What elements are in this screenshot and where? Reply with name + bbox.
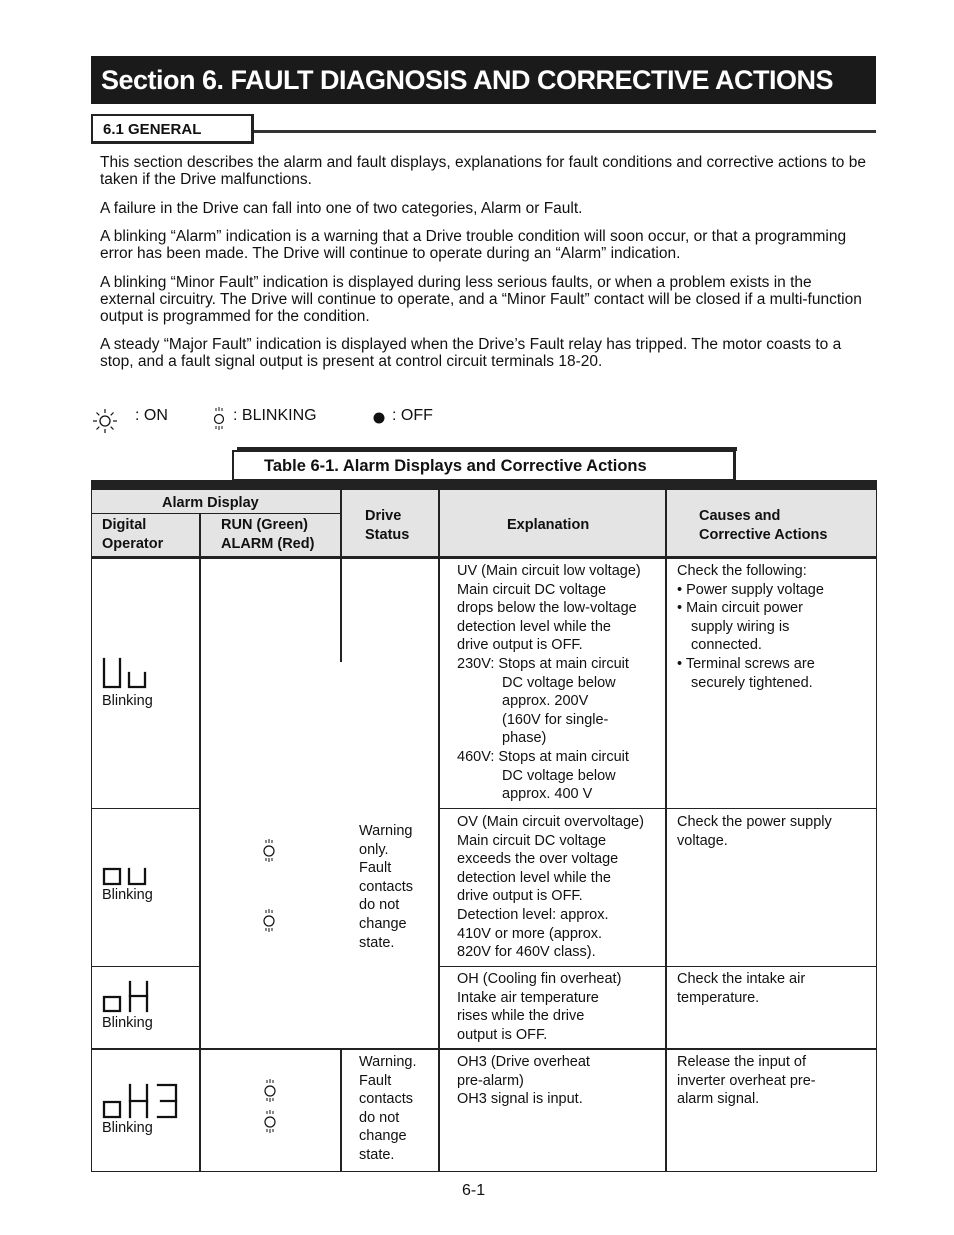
row-divider-2b [438, 966, 876, 967]
subsection-title: 6.1 GENERAL [91, 114, 254, 144]
cell-line: UV (Main circuit low voltage) [457, 563, 641, 579]
drive-status-line: state. [359, 934, 395, 951]
header-drive: Drive [365, 508, 402, 524]
led-blinking-icon [212, 407, 226, 436]
header-bottom-rule [92, 556, 876, 559]
cell-line: Check the intake air [677, 971, 806, 987]
display-state-ou: Blinking [102, 887, 153, 903]
cell-line: inverter overheat pre- [677, 1072, 816, 1089]
header-run-green: RUN (Green) [221, 517, 309, 533]
row-divider-1a [92, 808, 200, 809]
paragraph-major-fault: A steady “Major Fault” indication is displayed when the Drive’s Fault relay has tripped. The motor coasts to a stop, and a fault signal output is present at control circuit terminals 18-20. [100, 336, 842, 370]
display-state-oh3: Blinking [102, 1120, 153, 1136]
col-divider-3 [438, 490, 440, 1171]
cell-line: Intake air temperature [457, 989, 599, 1006]
cell-line: output is OFF. [457, 1026, 548, 1043]
cell-line: drive output is OFF. [457, 637, 583, 654]
display-state-oh: Blinking [102, 1015, 153, 1031]
cell-line: approx. 400 V [502, 786, 593, 803]
paragraph-alarm: A blinking “Alarm” indication is a warning that a Drive trouble condition will soon occur, or that a programming error has been made. The Drive will continue to operate during an “Alarm” indication. [100, 228, 847, 262]
header-causes: Causes and [699, 508, 781, 524]
cell-line: OH3 (Drive overheat [457, 1054, 590, 1070]
paragraph-minor-fault: A blinking “Minor Fault” indication is displayed during less serious faults, or when a problem exists in the external circuitry. The Drive will continue to operate, and a “Minor Fault” contact will be closed if a multi-function output is programmed for the condition. [100, 274, 862, 325]
cell-line: 410V or more (approx. [457, 925, 603, 942]
legend-on-label: : ON [135, 407, 168, 424]
cell-line: rises while the drive [457, 1008, 585, 1025]
col-divider-4 [665, 490, 667, 1171]
lcd-display-ou [101, 866, 153, 886]
cell-line: Check the following: [677, 563, 807, 579]
explanation-ou [457, 813, 662, 962]
col-divider-2a [340, 490, 342, 662]
cell-line: OH3 signal is input. [457, 1091, 583, 1108]
cell-line: alarm signal. [677, 1091, 760, 1108]
run-led-blinking-icon [262, 839, 276, 868]
cell-line: Main circuit DC voltage [457, 581, 607, 598]
cell-line: supply wiring is [691, 618, 790, 635]
causes-oh [677, 970, 872, 1007]
cell-line: phase) [502, 730, 547, 747]
cell-line: 820V for 460V class). [457, 944, 596, 961]
cell-line: Main circuit DC voltage [457, 832, 607, 849]
subsection-rule [252, 130, 876, 133]
cell-line: • Power supply voltage [677, 581, 824, 598]
drive-status-line: Warning [359, 823, 413, 839]
cell-line: 230V: Stops at main circuit [457, 655, 629, 672]
alarm-led-blinking-icon [262, 909, 276, 938]
row-divider-1b [438, 808, 876, 809]
section-title: Section 6. FAULT DIAGNOSIS AND CORRECTIVE ACTIONS [91, 56, 876, 104]
header-divider [92, 513, 340, 514]
drive-status-line: do not [359, 897, 400, 914]
explanation-oh [457, 970, 662, 1044]
cell-line: Check the power supply [677, 814, 832, 830]
causes-uu [677, 562, 872, 692]
lcd-display-uu [101, 657, 153, 689]
cell-line: temperature. [677, 989, 760, 1006]
drive-status-line: change [359, 1128, 407, 1145]
alarm-led-blinking-icon-oh3 [263, 1110, 277, 1139]
drive-status-line: change [359, 915, 407, 932]
drive-status-line: Warning. [359, 1054, 417, 1070]
cell-line: DC voltage below [502, 674, 616, 691]
table-top-bar [91, 480, 877, 490]
display-state-uu: Blinking [102, 693, 153, 709]
drive-status-line: state. [359, 1146, 395, 1163]
paragraph-categories: A failure in the Drive can fall into one of two categories, Alarm or Fault. [100, 200, 583, 217]
paragraph-intro: This section describes the alarm and fault displays, explanations for fault conditions and corrective actions to be taken if the Drive malfunctions. [100, 154, 866, 188]
cell-line: detection level while the [457, 618, 611, 635]
header-digital: Digital [102, 517, 147, 533]
cell-line: (160V for single- [502, 711, 609, 728]
cell-line: pre-alarm) [457, 1072, 524, 1089]
lcd-display-oh3 [101, 1082, 181, 1120]
row-divider-3 [92, 1048, 876, 1050]
explanation-oh3 [457, 1053, 662, 1109]
col-divider-2b [340, 1049, 342, 1171]
header-alarm-red: ALARM (Red) [221, 536, 315, 552]
table-caption: Table 6-1. Alarm Displays and Corrective Actions [232, 450, 736, 481]
cell-line: 460V: Stops at main circuit [457, 748, 629, 765]
drive-status-warning-only [359, 822, 434, 952]
cell-line: securely tightened. [691, 674, 813, 691]
cell-line: • Terminal screws are [677, 655, 815, 672]
page-number: 6-1 [462, 1182, 486, 1199]
drive-status-line: Fault [359, 1072, 392, 1089]
cell-line: Release the input of [677, 1054, 806, 1070]
row-divider-2a [92, 966, 200, 967]
cell-line: • Main circuit power [677, 600, 803, 617]
drive-status-warning [359, 1053, 434, 1165]
lcd-display-oh [101, 980, 153, 1014]
cell-line: drive output is OFF. [457, 888, 583, 905]
cell-line: OV (Main circuit overvoltage) [457, 814, 644, 830]
drive-status-line: only. [359, 841, 389, 858]
drive-status-line: contacts [359, 878, 413, 895]
legend-off-label: : OFF [392, 407, 433, 424]
drive-status-line: Fault [359, 860, 392, 877]
cell-line: detection level while the [457, 869, 611, 886]
cell-line: Detection level: approx. [457, 906, 609, 923]
cell-line: connected. [691, 637, 762, 654]
col-divider-1 [199, 514, 201, 1171]
header-status: Status [365, 527, 410, 543]
cell-line: exceeds the over voltage [457, 851, 619, 868]
header-corrective-actions: Corrective Actions [699, 527, 828, 543]
cell-line: DC voltage below [502, 767, 616, 784]
causes-oh3 [677, 1053, 872, 1109]
cell-line: approx. 200V [502, 693, 589, 710]
header-operator: Operator [102, 536, 164, 552]
cell-line: OH (Cooling fin overheat) [457, 971, 622, 987]
led-on-icon [92, 408, 118, 439]
run-led-blinking-icon-oh3 [263, 1079, 277, 1108]
led-off-icon [373, 411, 385, 429]
drive-status-line: contacts [359, 1091, 413, 1108]
legend-blinking-label: : BLINKING [233, 407, 317, 424]
causes-ou [677, 813, 872, 850]
header-explanation: Explanation [507, 517, 590, 533]
explanation-uu [457, 562, 662, 804]
header-alarm-display: Alarm Display [162, 495, 259, 511]
cell-line: drops below the low-voltage [457, 600, 637, 617]
cell-line: voltage. [677, 832, 728, 849]
drive-status-line: do not [359, 1109, 400, 1126]
